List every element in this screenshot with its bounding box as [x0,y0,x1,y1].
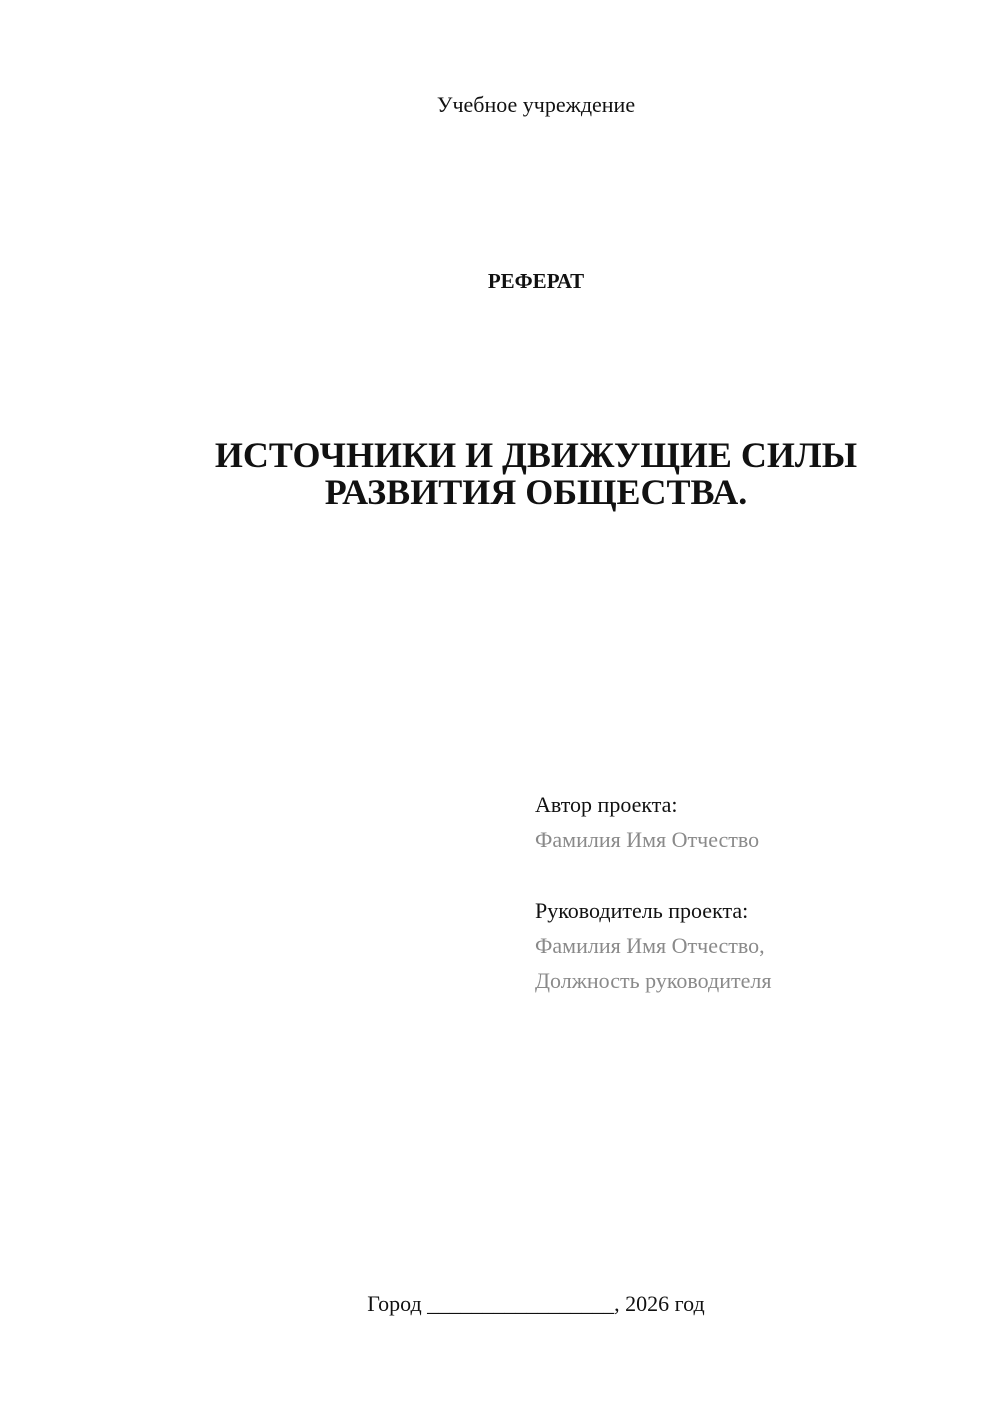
city-year-line: Город _________________, 2026 год [367,1291,705,1316]
topic-title [0,437,1000,511]
author-label: Автор проекта: [535,792,678,817]
author-block [535,787,975,857]
document-type: РЕФЕРАТ [487,269,585,293]
supervisor-label: Руководитель проекта: [535,898,749,923]
institution-name: Учебное учреждение [436,92,636,117]
topic-title-line-2: РАЗВИТИЯ ОБЩЕСТВА. [324,472,748,512]
supervisor-position: Должность руководителя [535,968,772,993]
author-name: Фамилия Имя Отчество [535,827,760,852]
topic-title-line-1: ИСТОЧНИКИ И ДВИЖУЩИЕ СИЛЫ [214,435,858,475]
supervisor-block [535,893,975,998]
supervisor-name: Фамилия Имя Отчество, [535,933,765,958]
